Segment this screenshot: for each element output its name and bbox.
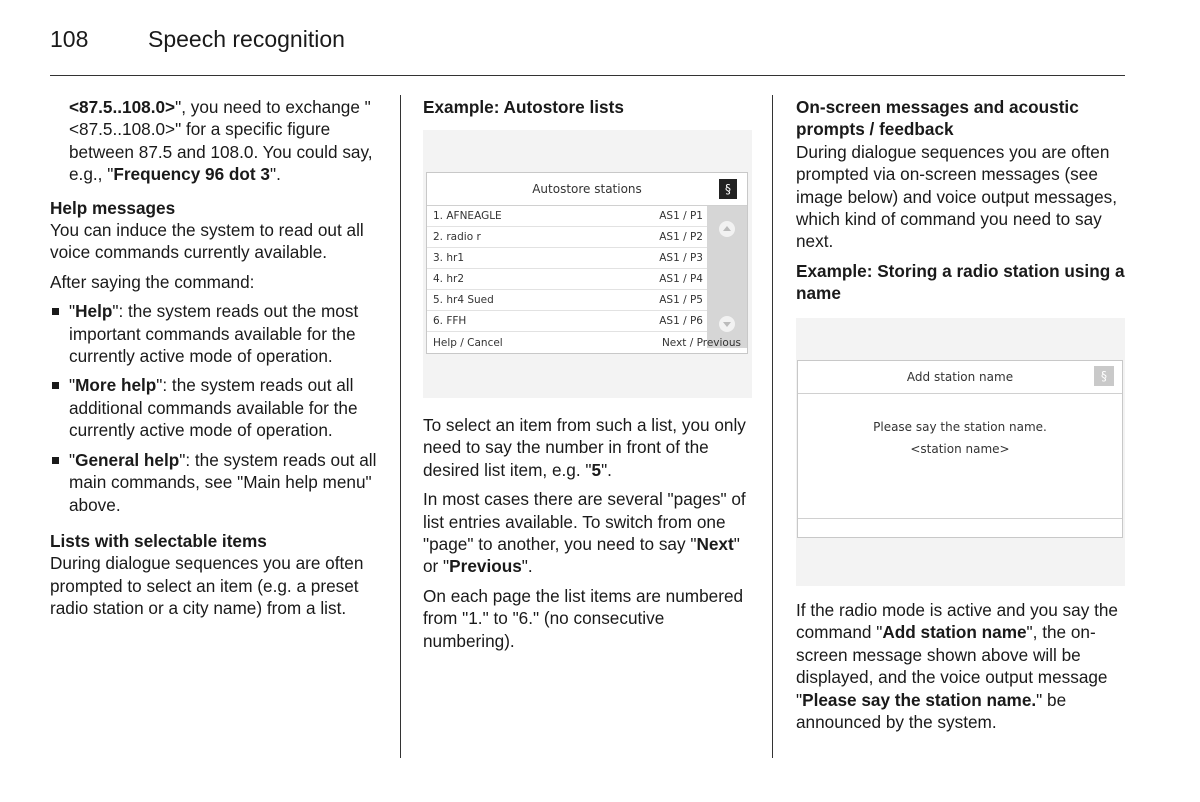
select-item-paragraph: To select an item from such a list, you only need to say the number in front of the desired list item, e.g. "5". [423, 415, 746, 480]
column-3-body [796, 599, 1131, 740]
scroll-up-icon[interactable] [719, 221, 735, 237]
speech-recognition-icon: § [719, 179, 737, 199]
help-command-list [50, 300, 385, 516]
lists-heading: Lists with selectable items [50, 530, 267, 551]
bullet-general-help: "General help": the system reads out all main commands, see "Main help menu" above. [50, 449, 385, 516]
frequency-example: Frequency 96 dot 3 [113, 164, 270, 185]
add-station-prompt [798, 394, 1122, 460]
list-item[interactable]: 6. FFH AS1 / P6 [427, 311, 707, 332]
scroll-down-icon[interactable] [719, 316, 735, 332]
column-divider-2 [772, 95, 773, 758]
column-divider-1 [400, 95, 401, 758]
list-item[interactable]: 3. hr1 AS1 / P3 [427, 248, 707, 269]
numbering-paragraph: On each page the list items are numbered from "1." to "6." (no consecutive numbering). [423, 585, 744, 651]
screen-footer-rule [798, 518, 1122, 519]
add-station-paragraph: If the radio mode is active and you say the command "Add station name", the on-screen message shown above will be displayed, and the voice output message "Please say the station name." be announced by the system. [796, 600, 1118, 733]
intro-paragraph [50, 96, 385, 186]
bullet-more-help: "More help": the system reads out all additional commands available for the currently active mode of operation. [50, 374, 385, 441]
page-number: 108 [50, 26, 89, 52]
bullet-help: "Help": the system reads out the most important commands available for the currently active mode of operation. [50, 300, 385, 367]
storing-station-heading: Example: Storing a radio station using a name [796, 260, 1125, 304]
speech-recognition-icon: § [1094, 366, 1114, 386]
list-item[interactable]: 2. radio r AS1 / P2 [427, 227, 707, 248]
range-placeholder: <87.5..108.0> [69, 97, 176, 117]
intro-text: ", you need to exchange "<87.5..108.0>" for a specific figure between 87.5 and 108.0. You could say, [69, 97, 373, 162]
on-screen-messages-heading: On-screen messages and acoustic prompts / feedback [796, 97, 1079, 140]
after-command-paragraph: After saying the command: [50, 271, 255, 292]
list-item[interactable]: 5. hr4 Sued AS1 / P5 [427, 290, 707, 311]
add-station-screen [797, 360, 1123, 538]
help-cancel-label[interactable]: Help / Cancel [433, 337, 503, 349]
help-messages-heading: Help messages [50, 197, 176, 218]
column-2 [423, 96, 758, 118]
column-1 [50, 96, 385, 627]
header-rule [50, 75, 1125, 76]
add-station-screen-title: Add station name § [798, 361, 1122, 394]
intro-text-3: ". [269, 164, 281, 185]
prompt-line-2: <station name> [910, 442, 1010, 456]
list-item[interactable]: 1. AFNEAGLE AS1 / P1 [427, 206, 707, 227]
on-screen-messages-paragraph: During dialogue sequences you are often prompted via on-screen messages (see image below) and voice output messages, which kind of command you need to say next. [796, 141, 1118, 252]
next-previous-label[interactable]: Next / Previous [661, 337, 741, 349]
autostore-example-heading: Example: Autostore lists [423, 97, 624, 117]
pages-paragraph: In most cases there are several "pages" of list entries available. To switch from one "page" to another, you need to say "Next" or "Previous". [423, 489, 746, 577]
autostore-screen-title: Autostore stations § [427, 173, 747, 206]
column-3 [796, 96, 1131, 305]
column-2-body [423, 414, 758, 659]
scrollbar[interactable] [707, 206, 747, 348]
list-item[interactable]: 4. hr2 AS1 / P4 [427, 269, 707, 290]
page-title: Speech recognition [148, 26, 345, 52]
autostore-list [427, 206, 707, 332]
prompt-line-1: Please say the station name. [873, 420, 1047, 434]
intro-text-2: e.g., " [69, 164, 114, 185]
help-paragraph: You can induce the system to read out all voice commands currently available. [50, 220, 364, 263]
list-footer [427, 334, 747, 353]
autostore-screen [426, 172, 748, 354]
lists-paragraph: During dialogue sequences you are often prompted to select an item (e.g. a preset radio station or a city name) from a list. [50, 553, 364, 619]
